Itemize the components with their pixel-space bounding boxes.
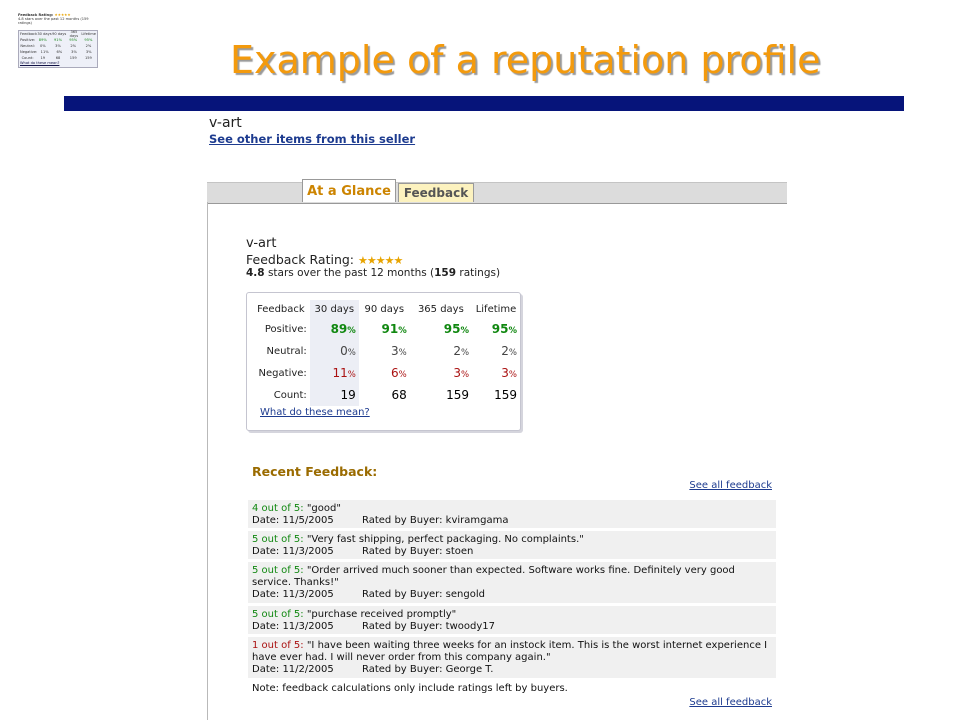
title-divider-bar bbox=[64, 96, 904, 111]
count-30-days: 19 bbox=[310, 384, 359, 406]
count-365-days: 159 bbox=[410, 384, 472, 406]
list-item bbox=[248, 637, 776, 678]
feedback-rater: Rated by Buyer: twoody17 bbox=[362, 621, 495, 632]
list-item bbox=[248, 531, 776, 559]
reputation-profile-screenshot bbox=[207, 112, 787, 720]
thumbnail-preview bbox=[18, 14, 98, 66]
feedback-date: Date: 11/2/2005 bbox=[252, 664, 334, 675]
feedback-score: 5 out of 5: bbox=[252, 534, 304, 545]
feedback-rater: Rated by Buyer: George T. bbox=[362, 664, 494, 675]
count-lifetime: 159 bbox=[472, 384, 520, 406]
positive-lifetime: 95% bbox=[472, 318, 520, 340]
feedback-rater: Rated by Buyer: stoen bbox=[362, 546, 474, 557]
header-30-days: 30 days bbox=[310, 300, 359, 318]
thumbnail-title: Feedback Rating: ★★★★★ bbox=[18, 13, 71, 17]
positive-365-days: 95% bbox=[410, 318, 472, 340]
stars-value: 4.8 bbox=[246, 267, 265, 279]
feedback-note: Note: feedback calculations only include ratings left by buyers. bbox=[252, 683, 568, 694]
list-item bbox=[248, 606, 776, 634]
star-rating-icon: ★★★★★ bbox=[358, 254, 403, 267]
table-row bbox=[252, 318, 520, 340]
row-label-negative: Negative: bbox=[258, 367, 307, 379]
table-row bbox=[252, 340, 520, 362]
row-label-positive: Positive: bbox=[264, 323, 307, 335]
header-feedback: Feedback bbox=[252, 300, 310, 318]
thumbnail-subtitle: 4.8 stars over the past 12 months (159 ratings) bbox=[18, 16, 89, 25]
feedback-comment: "purchase received promptly" bbox=[303, 609, 457, 620]
slide-title: Example of a reputation profile bbox=[230, 38, 821, 82]
feedback-comment: "Very fast shipping, perfect packaging. No complaints." bbox=[303, 534, 584, 545]
positive-30-days: 89% bbox=[310, 318, 359, 340]
table-row bbox=[252, 362, 520, 384]
negative-lifetime: 3% bbox=[472, 362, 520, 384]
list-item bbox=[248, 562, 776, 603]
what-do-these-mean-link[interactable]: What do these mean? bbox=[260, 407, 370, 418]
table-row bbox=[252, 384, 520, 406]
neutral-90-days: 3% bbox=[359, 340, 410, 362]
feedback-date: Date: 11/3/2005 bbox=[252, 589, 334, 600]
neutral-lifetime: 2% bbox=[472, 340, 520, 362]
neutral-365-days: 2% bbox=[410, 340, 472, 362]
feedback-rating-label: Feedback Rating: bbox=[246, 252, 355, 267]
other-items-link[interactable]: See other items from this seller bbox=[209, 132, 416, 146]
row-label-neutral: Neutral: bbox=[266, 345, 307, 357]
recent-feedback-title: Recent Feedback: bbox=[252, 464, 378, 479]
ratings-count: 159 bbox=[434, 267, 457, 279]
header-365-days: 365 days bbox=[410, 300, 472, 318]
count-90-days: 68 bbox=[359, 384, 410, 406]
feedback-date: Date: 11/3/2005 bbox=[252, 621, 334, 632]
thumbnail-stars: ★★★★★ bbox=[54, 13, 71, 17]
stars-summary bbox=[246, 267, 500, 279]
feedback-rater: Rated by Buyer: kviramgama bbox=[362, 515, 509, 526]
feedback-score: 4 out of 5: bbox=[252, 503, 304, 514]
negative-90-days: 6% bbox=[359, 362, 410, 384]
feedback-score: 5 out of 5: bbox=[252, 565, 304, 576]
feedback-summary-box bbox=[246, 292, 521, 431]
ratings-text: ratings) bbox=[456, 267, 501, 279]
profile-name: v-art bbox=[246, 236, 277, 251]
feedback-comment: "good" bbox=[303, 503, 341, 514]
list-item bbox=[248, 500, 776, 528]
row-label-count: Count: bbox=[273, 389, 307, 401]
thumbnail-link: What do these mean? bbox=[20, 60, 60, 65]
feedback-date: Date: 11/5/2005 bbox=[252, 515, 334, 526]
feedback-date: Date: 11/3/2005 bbox=[252, 546, 334, 557]
negative-365-days: 3% bbox=[410, 362, 472, 384]
tab-bar bbox=[207, 182, 787, 204]
see-all-feedback-bottom-link[interactable]: See all feedback bbox=[689, 697, 772, 708]
stars-text: stars over the past 12 months ( bbox=[264, 267, 435, 279]
neutral-30-days: 0% bbox=[310, 340, 359, 362]
see-all-feedback-link[interactable]: See all feedback bbox=[689, 480, 772, 491]
feedback-score: 1 out of 5: bbox=[252, 640, 304, 651]
feedback-comment: "Order arrived much sooner than expected. Software works fine. Definitely very good service. Thanks!" bbox=[252, 565, 735, 588]
negative-30-days: 11% bbox=[310, 362, 359, 384]
feedback-table-header bbox=[252, 300, 520, 318]
header-lifetime: Lifetime bbox=[472, 300, 520, 318]
positive-90-days: 91% bbox=[359, 318, 410, 340]
feedback-comment: "I have been waiting three weeks for an instock item. This is the worst internet experience I have ever had. I will never order from this company again." bbox=[252, 640, 768, 663]
header-90-days: 90 days bbox=[359, 300, 410, 318]
feedback-rater: Rated by Buyer: sengold bbox=[362, 589, 485, 600]
feedback-table bbox=[252, 300, 520, 406]
feedback-rating-line bbox=[246, 252, 402, 267]
seller-name: v-art bbox=[209, 115, 242, 131]
feedback-score: 5 out of 5: bbox=[252, 609, 304, 620]
tab-at-a-glance[interactable]: At a Glance bbox=[302, 179, 396, 202]
tab-feedback[interactable]: Feedback bbox=[398, 183, 474, 202]
thumbnail-table: Feedback 30 days 90 days 365 days Lifetime Positive: 89% 91% 95% 95% Neutral: 0% 3% 2% 2% Negative: 11% 6% 3% 3% Count: 19 68 159 159 What do these mean? bbox=[18, 30, 98, 68]
